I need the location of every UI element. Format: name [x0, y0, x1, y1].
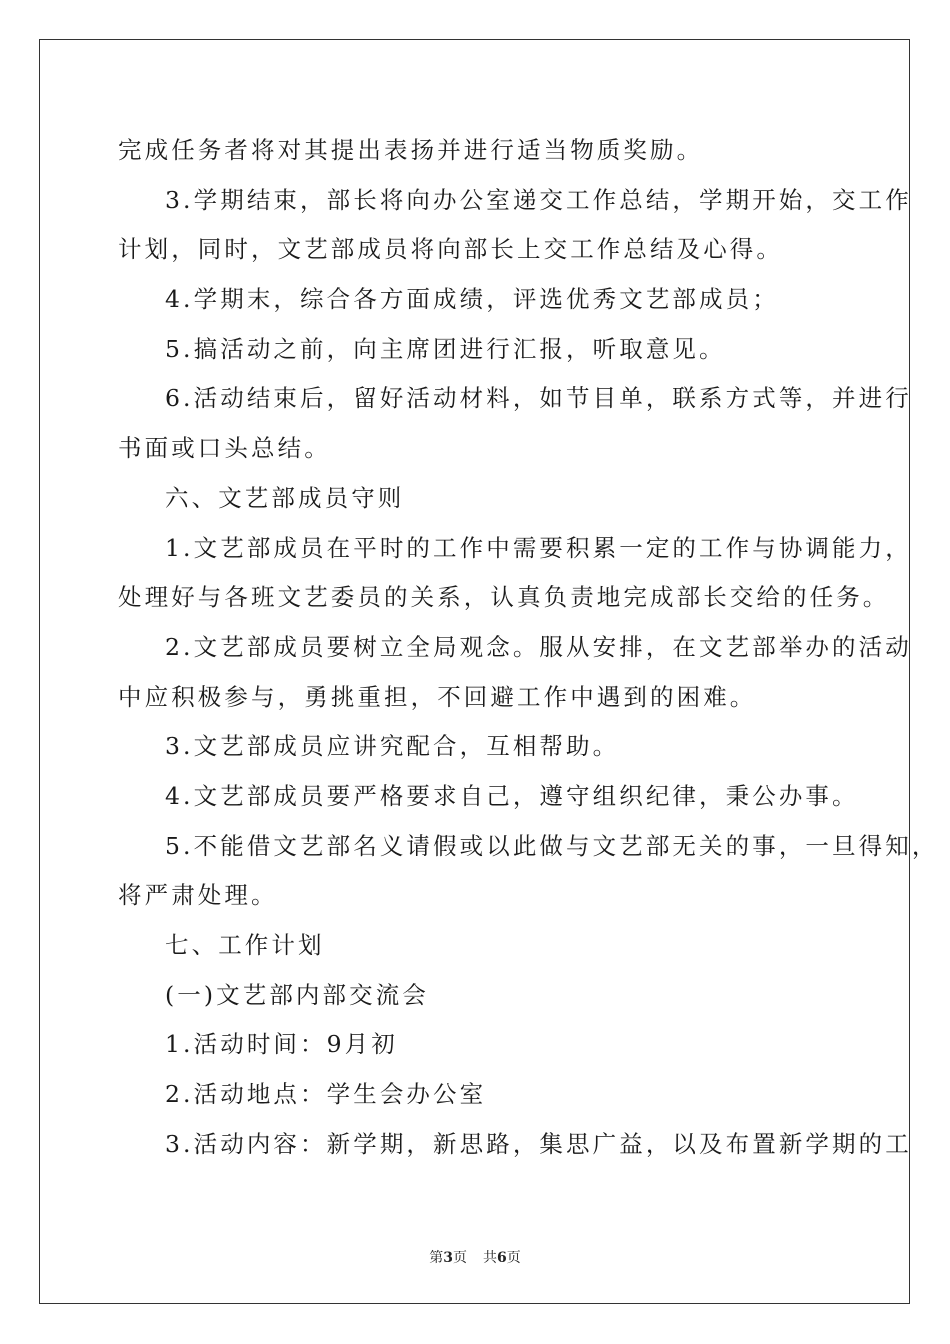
footer-total-prefix: 共	[483, 1250, 497, 1266]
text-line: 中应积极参与，勇挑重担，不回避工作中遇到的困难。	[118, 682, 757, 711]
text-line: 2.活动地点：学生会办公室	[165, 1080, 487, 1109]
text-line: 5.不能借文艺部名义请假或以此做与文艺部无关的事，一旦得知，	[165, 831, 939, 860]
text-line: (一)文艺部内部交流会	[165, 980, 429, 1009]
text-line: 4.文艺部成员要严格要求自己，遵守组织纪律，秉公办事。	[165, 781, 859, 810]
text-line: 1.活动时间：9月初	[165, 1030, 398, 1059]
document-body	[118, 126, 939, 1169]
page-footer	[0, 1247, 950, 1267]
footer-page-suffix: 页	[453, 1250, 467, 1266]
text-line: 计划，同时，文艺部成员将向部长上交工作总结及心得。	[118, 235, 783, 264]
text-line: 5.搞活动之前，向主席团进行汇报，听取意见。	[165, 334, 726, 363]
footer-page-total: 6	[497, 1250, 507, 1266]
text-line: 3.文艺部成员应讲究配合，互相帮助。	[165, 732, 620, 761]
text-line: 将严肃处理。	[118, 881, 278, 910]
footer-total-suffix: 页	[506, 1250, 521, 1266]
text-line: 4.学期末，综合各方面成绩，评选优秀文艺部成员；	[165, 285, 779, 314]
text-line: 6.活动结束后，留好活动材料，如节目单，联系方式等，并进行	[165, 384, 912, 413]
text-line: 七、工作计划	[165, 931, 325, 959]
text-line: 2.文艺部成员要树立全局观念。服从安排，在文艺部举办的活动	[165, 632, 912, 661]
text-line: 完成任务者将对其提出表扬并进行适当物质奖励。	[118, 136, 704, 164]
text-line: 六、文艺部成员守则	[165, 483, 405, 512]
text-line: 处理好与各班文艺委员的关系，认真负责地完成部长交给的任务。	[118, 583, 890, 612]
footer-page-current: 3	[443, 1250, 453, 1266]
text-line: 1.文艺部成员在平时的工作中需要积累一定的工作与协调能力，	[165, 533, 912, 562]
text-line: 3.学期结束，部长将向办公室递交工作总结，学期开始，交工作	[165, 185, 912, 214]
text-line: 3.活动内容：新学期，新思路，集思广益，以及布置新学期的工	[165, 1129, 912, 1158]
footer-page-prefix: 第	[429, 1250, 444, 1266]
text-line: 书面或口头总结。	[118, 434, 331, 463]
